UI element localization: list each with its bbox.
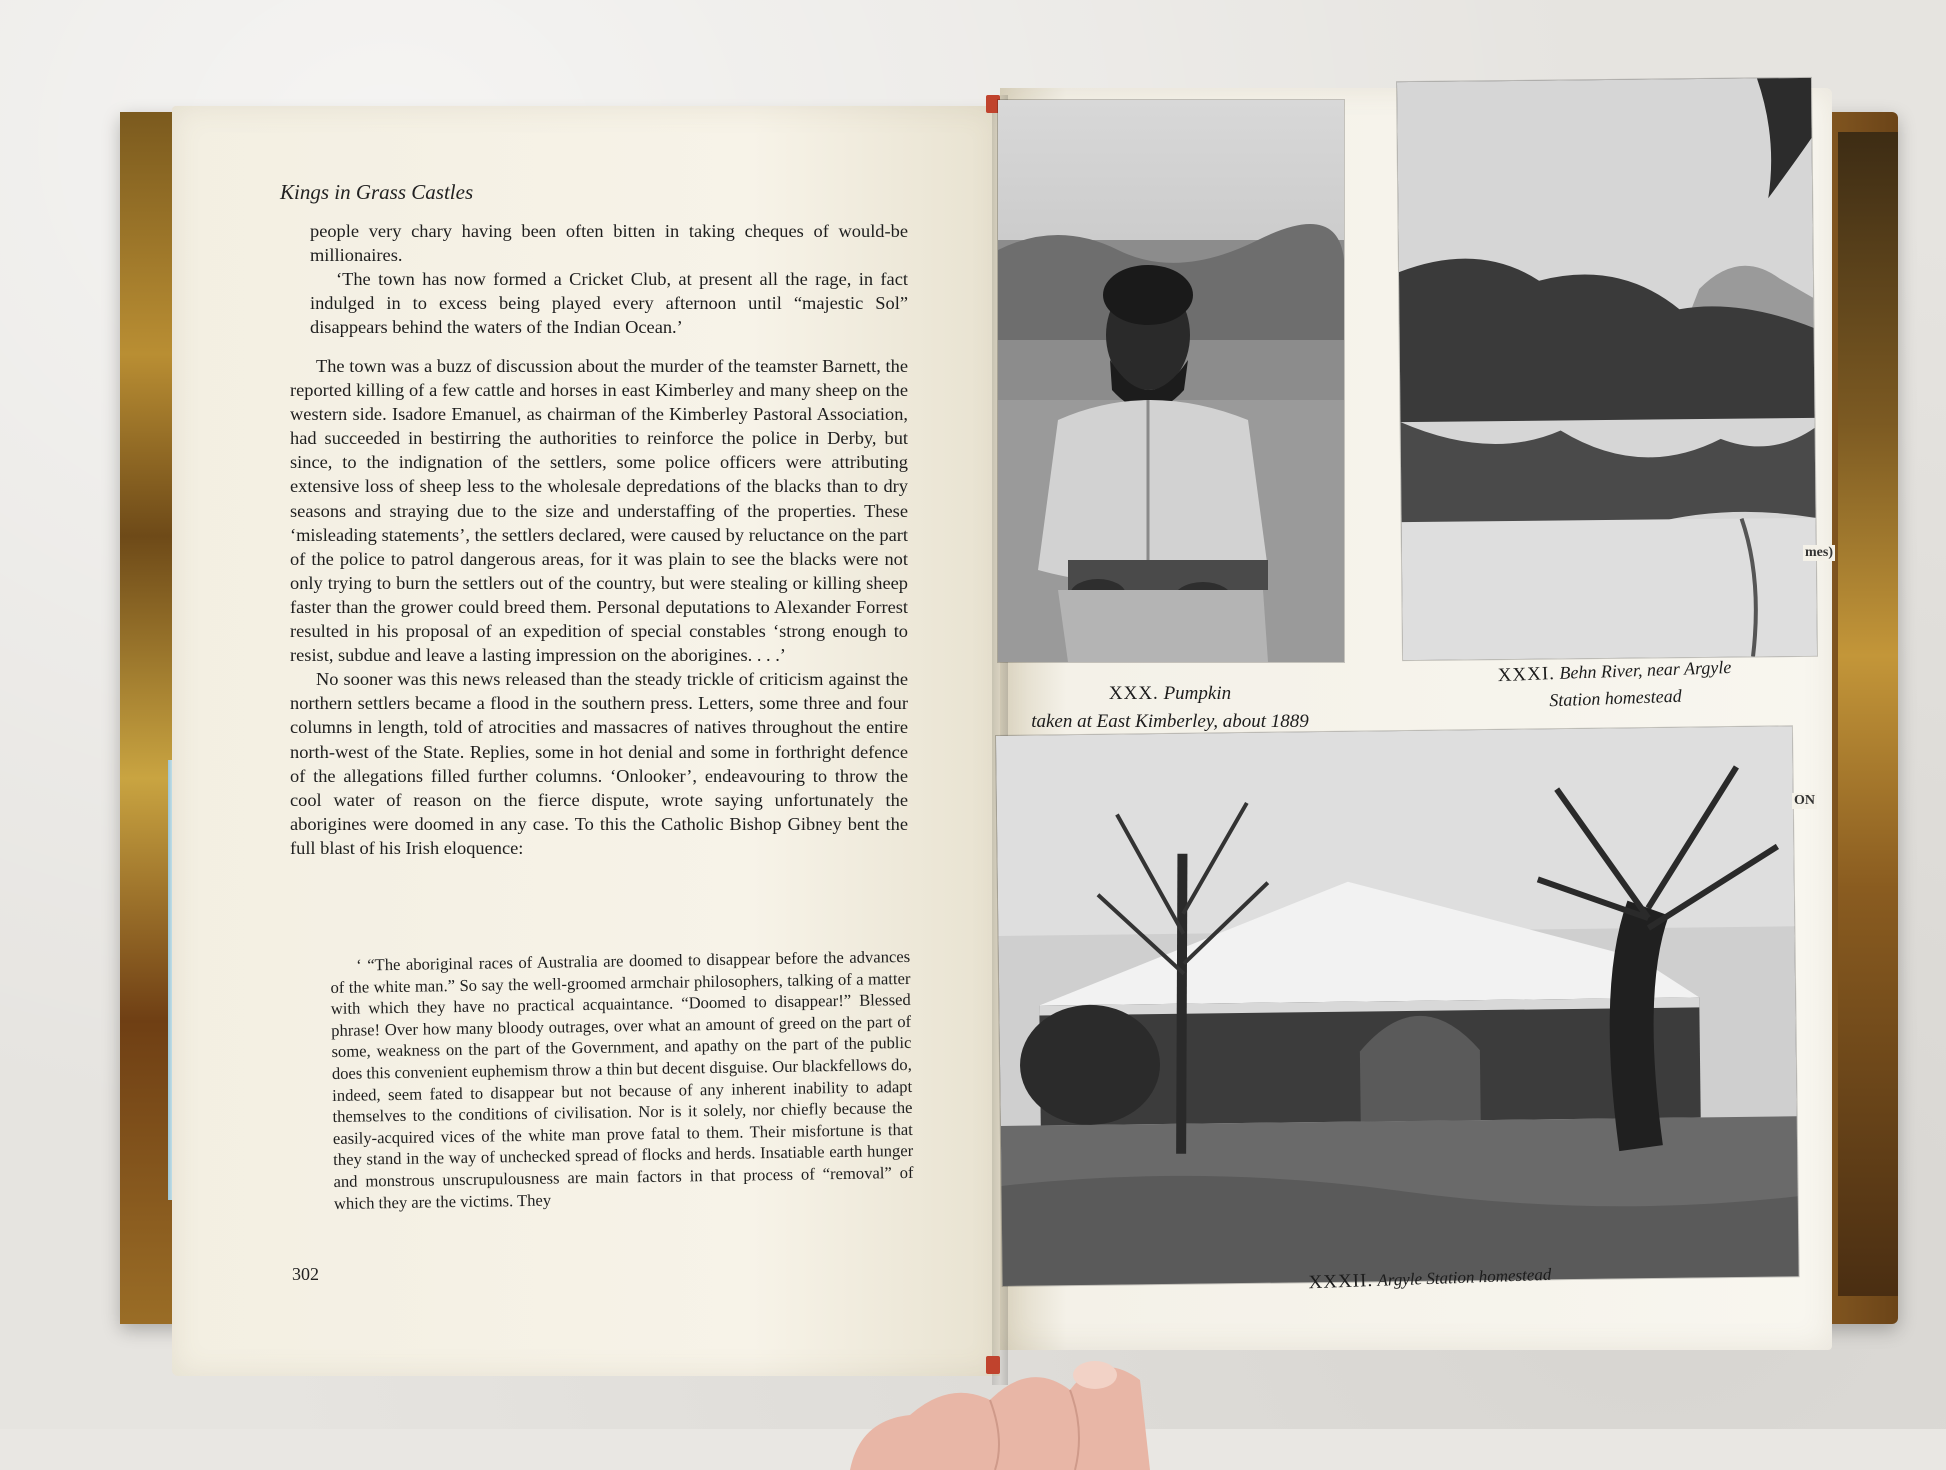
photo-argyle-homestead [996,726,1799,1286]
plate-title: Behn River, near Argyle [1559,656,1732,683]
plate-numeral: XXXI. [1497,663,1556,687]
plate-subtitle: Station homestead [1548,685,1683,711]
page-number: 302 [292,1264,319,1284]
block-quotation [330,946,914,1214]
photo-behn-river [1397,78,1817,660]
quotation-text: ‘ “The aboriginal races of Australia are doomed to disappear before the advances of the white man.” So say the well-groomed armchair philosophers, talking of a matter with which they have no practical acquaintance. “Doomed to disappear!” Blessed phrase! Over how many bloody outrages, over what an amount of greed on the part of some, weakness on the part of the Government, and apathy on the part of the public does this convenient euphemism throw a thin but decent disguise. Our blackfellows do, indeed, seem fated to disappear but not because of any inherent inability to adapt themselves to the conditions of civilisation. Nor is it solely, nor chiefly because the easily-acquired vices of the white man prove fatal to them. Their misfortune is that they stand in the way of unchecked spread of flocks and herds. Insatiable earth hunger and monstrous unscrupulousness are main factors in that process of “removal” of which they are the victims. They [330,946,914,1213]
paragraph: The town was a buzz of discussion about the murder of the teamster Barnett, the reported killing of a few cattle and horses in east Kimberley and many sheep on the western side. Isadore Emanuel, as chairman of the Kimberley Pastoral Association, had succeeded in bestirring the authorities to reinforce the police in Derby, but since, to the indignation of the settlers, some police officers were attributing extensive loss of sheep less to the wholesale depredations of the blacks than to dry seasons and straying due to the size and understaffing of the properties. These ‘misleading statements’, the settlers declared, were caused by reluctance on the part of the police to patrol dangerous areas, for it was plain to see the blacks were not only trying to burn the settlers out of the country, but were stealing or killing sheep faster than the grower could breed them. Personal deputations to Alexander Forrest resulted in his proposal of an expedition of special constables ‘strong enough to resist, subdue and leave a lasting impression on the aborigines. . . .’ [290,356,908,666]
running-head: Kings in Grass Castles [280,180,474,204]
cover-edge-right [1838,132,1898,1296]
portrait-illustration [998,100,1344,662]
text-block-main [290,354,908,860]
plate-numeral: XXX. [1108,683,1159,704]
plate-title: Argyle Station homestead [1377,1264,1552,1290]
homestead-illustration [996,726,1799,1286]
caption-plate-30 [1000,680,1340,736]
paragraph: people very chary having been often bitten in taking cheques of would-be millionaires. [310,221,908,266]
text-block-top [310,219,908,339]
paragraph: No sooner was this news released than the steady trickle of criticism against the northern settlers became a flood in the southern press. Letters, some three and four columns in length, told of atrocities and massacres of natives throughout the entire north-west of the State. Replies, some in hot denial and some in forthright defence of the allegations filled further columns. ‘Onlooker’, endeavouring to throw the cool water of reason on the fierce dispute, wrote saying unfortunately the aborigines were doomed in any case. To this the Catholic Bishop Gibney bent the full blast of his Irish eloquence: [290,669,908,858]
photo-pumpkin [998,100,1344,662]
underlying-page-text: ON [1794,793,1815,808]
paragraph: ‘The town has now formed a Cricket Club, at present all the rage, in fact indulged in to excess being played every afternoon until “majestic Sol” disappears behind the waters of the Indian Ocean.’ [310,269,908,338]
plate-subtitle: taken at East Kimberley, about 1889 [1031,711,1309,732]
hand-holding-page [830,1320,1250,1470]
plate-title: Pumpkin [1163,683,1232,704]
plate-numeral: XXXII. [1308,1269,1374,1294]
underlying-page-text: mes) [1805,545,1833,560]
river-illustration [1397,78,1817,660]
